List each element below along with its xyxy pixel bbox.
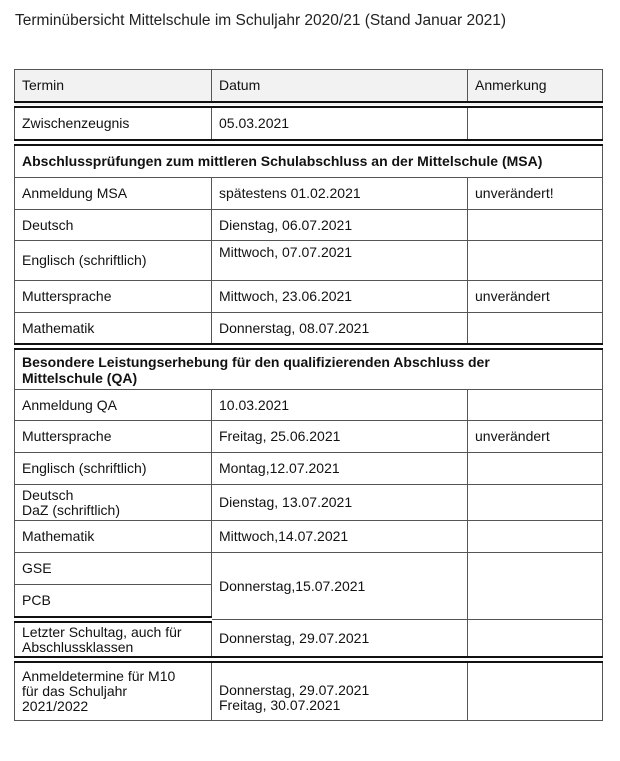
table-row — [15, 553, 603, 585]
termin-cell: Englisch (schriftlich) — [15, 453, 212, 485]
datum-cell: Dienstag, 13.07.2021 — [212, 485, 468, 521]
anmerkung-cell — [468, 660, 603, 721]
datum-cell: Donnerstag, 08.07.2021 — [212, 313, 468, 347]
schedule-table — [14, 69, 603, 721]
section-heading-qa — [15, 347, 603, 390]
datum-line: Donnerstag, 29.07.2021 — [219, 682, 370, 698]
header-datum: Datum — [212, 70, 468, 105]
anmerkung-cell — [468, 210, 603, 241]
table-row — [15, 660, 603, 721]
termin-line: Letzter Schultag, auch für — [22, 624, 182, 640]
anmerkung-cell — [468, 521, 603, 553]
page-title: Terminübersicht Mittelschule im Schuljahr 2020/21 (Stand Januar 2021) — [15, 12, 507, 29]
section-heading-row — [15, 143, 603, 178]
anmerkung-cell: unverändert — [468, 421, 603, 453]
termin-cell: Mathematik — [15, 521, 212, 553]
termin-cell: Anmeldung MSA — [15, 178, 212, 210]
anmerkung-cell — [468, 241, 603, 281]
termin-cell: GSE — [15, 553, 212, 585]
termin-cell: PCB — [15, 585, 212, 620]
datum-cell: Montag,12.07.2021 — [212, 453, 468, 485]
termin-cell: Zwischenzeugnis — [15, 105, 212, 143]
section-heading-line: Besondere Leistungserhebung für den qualifizierenden Abschluss der — [22, 354, 490, 370]
header-termin: Termin — [15, 70, 212, 105]
datum-cell: Freitag, 25.06.2021 — [212, 421, 468, 453]
datum-line: Freitag, 30.07.2021 — [219, 697, 341, 713]
table-row — [15, 178, 603, 210]
table-row — [15, 521, 603, 553]
termin-cell — [15, 485, 212, 521]
datum-cell: Dienstag, 06.07.2021 — [212, 210, 468, 241]
table-row — [15, 210, 603, 241]
anmerkung-cell — [468, 453, 603, 485]
termin-line: DaZ (schriftlich) — [22, 501, 121, 518]
table-row — [15, 313, 603, 347]
datum-cell: Donnerstag, 29.07.2021 — [212, 620, 468, 660]
datum-cell — [212, 660, 468, 721]
table-row — [15, 281, 603, 313]
table-row — [15, 390, 603, 421]
datum-cell: spätestens 01.02.2021 — [212, 178, 468, 210]
termin-line: Abschlussklassen — [22, 639, 134, 655]
anmerkung-cell — [468, 105, 603, 143]
table-row — [15, 105, 603, 143]
table-row — [15, 421, 603, 453]
termin-line: für das Schuljahr — [22, 683, 128, 699]
termin-cell: Mathematik — [15, 313, 212, 347]
termin-cell: Deutsch — [15, 210, 212, 241]
anmerkung-cell — [468, 553, 603, 620]
termin-line: 2021/2022 — [22, 698, 89, 714]
datum-cell: Mittwoch, 23.06.2021 — [212, 281, 468, 313]
anmerkung-cell — [468, 620, 603, 660]
termin-cell: Muttersprache — [15, 421, 212, 453]
section-heading-line: Mittelschule (QA) — [22, 370, 138, 386]
datum-cell: Mittwoch,14.07.2021 — [212, 521, 468, 553]
termin-cell: Englisch (schriftlich) — [15, 241, 212, 281]
termin-line: Deutsch — [22, 486, 74, 503]
table-row — [15, 453, 603, 485]
anmerkung-cell — [468, 313, 603, 347]
datum-cell: 10.03.2021 — [212, 390, 468, 421]
header-anmerkung: Anmerkung — [468, 70, 603, 105]
datum-cell: Mittwoch, 07.07.2021 — [212, 241, 468, 281]
anmerkung-cell: unverändert — [468, 281, 603, 313]
table-row — [15, 485, 603, 521]
termin-cell: Muttersprache — [15, 281, 212, 313]
termin-cell — [15, 660, 212, 721]
datum-cell: 05.03.2021 — [212, 105, 468, 143]
termin-cell — [15, 620, 212, 660]
datum-cell: Donnerstag,15.07.2021 — [212, 553, 468, 620]
anmerkung-cell: unverändert! — [468, 178, 603, 210]
termin-line: Anmeldetermine für M10 — [22, 668, 176, 684]
table-row — [15, 241, 603, 281]
section-heading-row — [15, 347, 603, 390]
header-row — [15, 70, 603, 105]
section-heading-msa: Abschlussprüfungen zum mittleren Schulabschluss an der Mittelschule (MSA) — [15, 143, 603, 178]
table-row — [15, 620, 603, 660]
anmerkung-cell — [468, 485, 603, 521]
termin-cell: Anmeldung QA — [15, 390, 212, 421]
anmerkung-cell — [468, 390, 603, 421]
